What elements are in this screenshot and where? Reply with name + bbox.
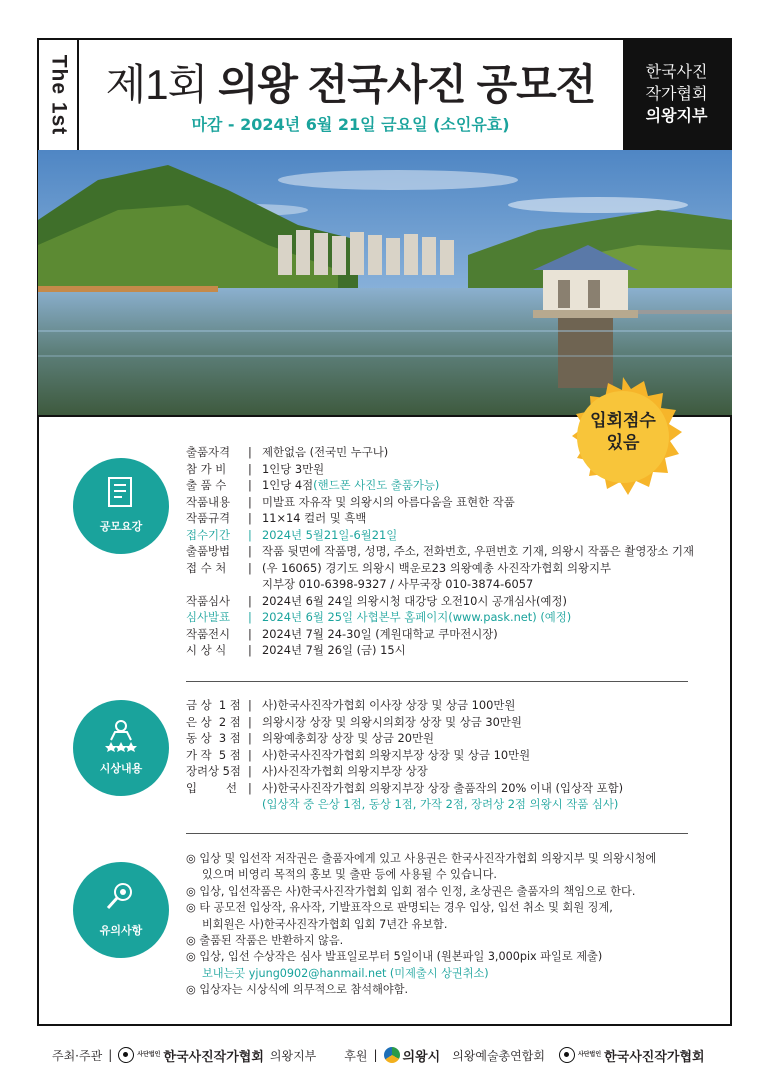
org-line: 한국사진 (645, 64, 708, 81)
info-row: 작품내용 | 미발표 자유작 및 의왕시의 아름다움을 표현한 작품 (186, 494, 515, 509)
section-label: 공모요강 (99, 520, 143, 533)
emblem-icon (118, 1047, 134, 1063)
membership-points-label: 입회점수 있음 (590, 411, 656, 453)
host-branch: 의왕지부 (269, 1048, 317, 1063)
notice-line: ◎ 입상, 입선 수상작은 심사 발표일로부터 5일이내 (원본파일 3,000pix 파일로 제출) (186, 950, 603, 964)
award-row: 입 선 | 사)한국사진작가협회 의왕지부장 상장 출품작의 20% 이내 (입상작 포함) (186, 780, 624, 795)
award-row: 금 상 1 점 | 사)한국사진작가협회 이사장 상장 및 상금 100만원 (186, 698, 516, 712)
info-row: 심사발표 | 2024년 6월 25일 사협본부 홈페이지(www.pask.net) (예정) (186, 610, 572, 624)
info-row: 접수기간 | 2024년 5월21일-6월21일 (186, 527, 398, 542)
sponsor-label: 후원 (344, 1048, 368, 1063)
section-label: 시상내용 (99, 762, 143, 775)
info-row: 출 품 수 | 1인당 4점 (핸드폰 사진도 출품가능) (186, 478, 440, 492)
document-icon (105, 476, 137, 510)
page-title: 제1회 의왕 전국사진 공모전 (105, 61, 596, 108)
magnifier-icon (105, 880, 137, 914)
award-row: 동 상 3 점 | 의왕예총회장 상장 및 상금 20만원 (186, 731, 435, 745)
notice-line: ◎ 출품된 작품은 반환하지 않음. (186, 934, 344, 948)
section-label: 유의사항 (99, 924, 143, 937)
info-row: 시 상 식 | 2024년 7월 26일 (금) 15시 (186, 643, 406, 657)
notice-line: 있으며 비영리 목적의 홍보 및 출판 등에 사용될 수 있습니다. (202, 868, 497, 882)
awards-icon (73, 700, 169, 796)
city-logo: 의왕시 (384, 1046, 441, 1065)
federation-name: 의왕예술총연합회 (452, 1048, 545, 1063)
edition-tag: The 1st (39, 40, 79, 150)
notice-line: ◎ 타 공모전 입상작, 유사작, 기발표작으로 판명되는 경우 입상, 입선 취소 및 회원 징계, (186, 901, 613, 915)
org-line: 의왕지부 (645, 108, 708, 125)
sponsor-logo: 사단법인 한국사진작가협회 (559, 1046, 705, 1065)
org-line: 작가협회 (645, 86, 708, 103)
info-row: 작품전시 | 2024년 7월 24-30일 (계원대학교 쿠마전시장) (186, 626, 498, 641)
notice-line: ◎ 입상 및 입선작 저작권은 출품자에게 있고 사용권은 한국사진작가협회 의왕지부 및 의왕시청에 (186, 852, 657, 865)
host-logo: 사단법인 한국사진작가협회 (118, 1046, 264, 1065)
section-divider (186, 833, 688, 834)
notice-line: ◎ 입상, 입선작품은 사)한국사진작가협회 입회 점수 인정, 초상권은 출품자의 책임으로 한다. (186, 884, 636, 898)
section-divider (186, 681, 688, 682)
deadline-subtitle: 마감 - 2024년 6월 21일 금요일 (소인유효) (191, 115, 510, 134)
award-note: (입상작 중 은상 1점, 동상 1점, 가작 2점, 장려상 2점 의왕시 작품 심사) (262, 797, 619, 811)
info-row: 참 가 비 | 1인당 3만원 (186, 461, 325, 476)
notice-line: 비회원은 사)한국사진작가협회 입회 7년간 유보함. (202, 917, 448, 931)
award-row: 가 작 5 점 | 사)한국사진작가협회 의왕지부장 상장 및 상금 10만원 (186, 747, 531, 762)
contest-rows (186, 444, 694, 659)
info-row: 작품심사 | 2024년 6월 24일 의왕시청 대강당 오전10시 공개심사(예정) (186, 593, 567, 608)
info-row: 작품규격 | 11×14 컬러 및 흑백 (186, 511, 367, 525)
trophy-icon (105, 718, 137, 752)
info-row: 지부장 010-6398-9327 / 사무국장 010-3874-6057 (262, 577, 534, 591)
award-row: 은 상 2 점 | 의왕시장 상장 및 의왕시의회장 상장 및 상금 30만원 (186, 714, 522, 729)
emblem-icon (559, 1047, 575, 1063)
info-row: 출품방법 | 작품 뒷면에 작품명, 성명, 주소, 전화번호, 우편번호 기재, 의왕시 작품은 촬영장소 기재 (186, 544, 695, 558)
organizer-box (623, 40, 730, 150)
city-mark-icon (384, 1047, 400, 1063)
host-label: 주최·주관 (52, 1048, 103, 1063)
footer: 주최·주관 | 사단법인 한국사진작가협회 의왕지부 후원 | 의왕시 의왕예술총연합회 사단법인 한국사진작가협회 (40, 1044, 730, 1066)
contest-guidelines-icon (73, 458, 169, 554)
notice-list (186, 851, 656, 999)
lake-photo (38, 150, 732, 415)
notice-line: ◎ 입상자는 시상식에 의무적으로 참석해야함. (186, 983, 409, 997)
notice-icon (73, 862, 169, 958)
notice-line: 보내는곳 yjung0902@hanmail.net (미제출시 상권취소) (202, 966, 489, 980)
info-row: 접 수 처 | (우 16065) 경기도 의왕시 백운로23 의왕예총 사진작가협회 의왕지부 (186, 560, 612, 575)
award-row: 장려상 5점 | 사)사진작가협회 의왕지부장 상장 (186, 764, 428, 778)
info-row: 출품자격 | 제한없음 (전국민 누구나) (186, 445, 389, 459)
awards-rows (186, 697, 623, 813)
